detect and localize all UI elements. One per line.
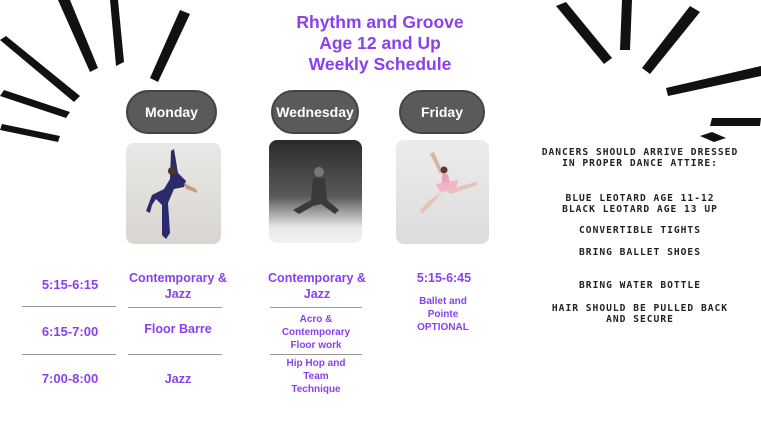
day-friday: Friday bbox=[399, 90, 485, 134]
divider bbox=[22, 306, 116, 307]
dancer-photo-wednesday bbox=[269, 140, 362, 243]
title-line-1: Rhythm and Groove bbox=[296, 12, 464, 32]
divider bbox=[128, 354, 222, 355]
dancer-photo-friday bbox=[396, 140, 489, 244]
note-leotard-11-12: BLUE LEOTARD AGE 11-12 bbox=[565, 193, 715, 204]
divider bbox=[270, 307, 362, 308]
divider bbox=[128, 307, 222, 308]
divider bbox=[22, 354, 116, 355]
time-slot-3: 7:00-8:00 bbox=[41, 371, 99, 386]
title-line-2: Age 12 and Up bbox=[319, 33, 441, 53]
friday-time: 5:15-6:45 bbox=[416, 271, 472, 285]
note-attire: DANCERS SHOULD ARRIVE DRESSED IN PROPER DANCE ATTIRE: bbox=[541, 147, 739, 169]
dancer-silhouette-icon bbox=[269, 140, 362, 243]
wednesday-class-1: Contemporary & Jazz bbox=[268, 271, 366, 301]
page-title bbox=[250, 12, 510, 75]
friday-class-1: Ballet and Pointe OPTIONAL bbox=[417, 296, 469, 333]
monday-class-3: Jazz bbox=[164, 372, 192, 386]
note-hair: HAIR SHOULD BE PULLED BACK AND SECURE bbox=[551, 303, 729, 325]
time-slot-1: 5:15-6:15 bbox=[41, 277, 99, 292]
monday-class-1: Contemporary & Jazz bbox=[129, 271, 227, 301]
dancer-silhouette-icon bbox=[126, 143, 221, 244]
note-ballet-shoes: BRING BALLET SHOES bbox=[579, 247, 701, 258]
monday-class-2: Floor Barre bbox=[144, 322, 212, 336]
wednesday-class-3: Hip Hop and Team Technique bbox=[286, 358, 346, 395]
dancer-silhouette-icon bbox=[396, 140, 489, 244]
note-leotard-13-up: BLACK LEOTARD AGE 13 UP bbox=[562, 204, 718, 215]
wednesday-class-2: Acro & Contemporary Floor work bbox=[281, 314, 351, 351]
note-water-bottle: BRING WATER BOTTLE bbox=[579, 280, 701, 291]
day-monday: Monday bbox=[126, 90, 217, 134]
note-tights: CONVERTIBLE TIGHTS bbox=[579, 225, 701, 236]
title-line-3: Weekly Schedule bbox=[308, 54, 452, 74]
divider bbox=[270, 354, 362, 355]
dancer-photo-monday bbox=[126, 143, 221, 244]
time-slot-2: 6:15-7:00 bbox=[41, 324, 99, 339]
day-wednesday: Wednesday bbox=[271, 90, 359, 134]
